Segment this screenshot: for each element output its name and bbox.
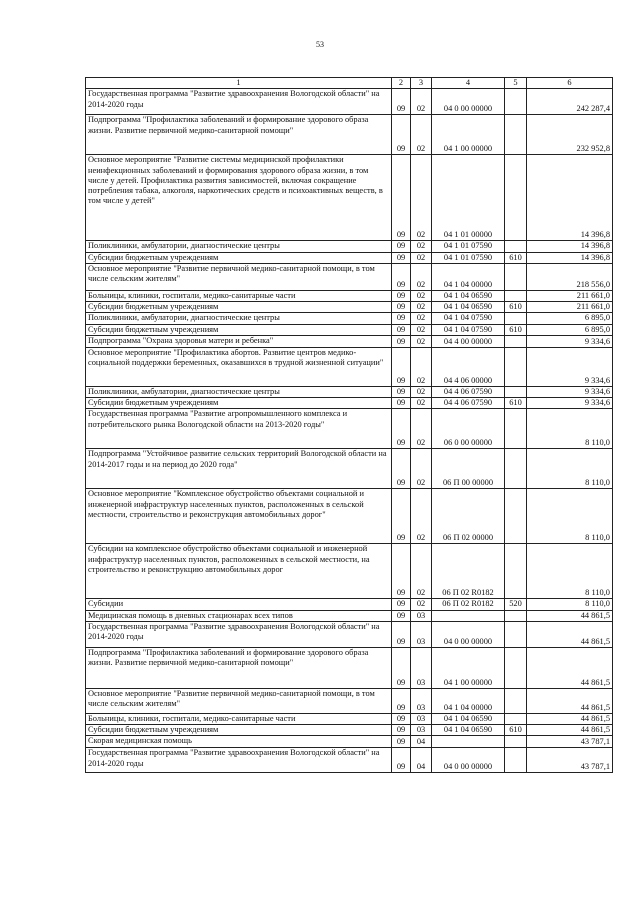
row-subsection-code: 02 bbox=[411, 252, 432, 263]
table-row bbox=[86, 155, 613, 241]
row-description: Скорая медицинская помощь bbox=[86, 736, 392, 748]
row-expense-type-code: 610 bbox=[505, 302, 527, 313]
row-description: Поликлиники, амбулатории, диагностические центры bbox=[86, 241, 392, 252]
row-subsection-code: 03 bbox=[411, 647, 432, 688]
row-subsection-code: 02 bbox=[411, 335, 432, 347]
row-expense-type-code bbox=[505, 544, 527, 599]
row-subsection-code: 02 bbox=[411, 313, 432, 324]
budget-table bbox=[85, 77, 613, 773]
row-description: Основное мероприятие "Профилактика абортов. Развитие центров медико-социальной поддержки беременных, оказавшихся в трудной жизненной ситуации" bbox=[86, 347, 392, 386]
row-expense-type-code bbox=[505, 263, 527, 290]
row-amount: 8 110,0 bbox=[527, 449, 613, 489]
row-description: Субсидии бюджетным учреждениям bbox=[86, 398, 392, 409]
row-description: Основное мероприятие "Развитие первичной медико-санитарной помощи, в том числе сельским жителям" bbox=[86, 688, 392, 713]
row-amount: 218 556,0 bbox=[527, 263, 613, 290]
row-amount: 44 861,5 bbox=[527, 621, 613, 647]
row-expense-type-code bbox=[505, 621, 527, 647]
column-header: 2 bbox=[392, 78, 411, 89]
row-target-article-code: 04 1 04 06590 bbox=[432, 713, 505, 724]
row-target-article-code: 04 4 06 07590 bbox=[432, 386, 505, 397]
row-expense-type-code bbox=[505, 647, 527, 688]
row-description: Подпрограмма "Устойчивое развитие сельских территорий Вологодской области на 2014-2017 годы и на период до 2020 года" bbox=[86, 449, 392, 489]
row-amount: 9 334,6 bbox=[527, 398, 613, 409]
row-description: Поликлиники, амбулатории, диагностические центры bbox=[86, 386, 392, 397]
row-section-code: 09 bbox=[392, 155, 411, 241]
row-subsection-code: 02 bbox=[411, 489, 432, 544]
row-target-article-code: 04 1 04 07590 bbox=[432, 324, 505, 335]
row-section-code: 09 bbox=[392, 449, 411, 489]
row-expense-type-code bbox=[505, 386, 527, 397]
row-amount: 6 895,0 bbox=[527, 313, 613, 324]
row-expense-type-code: 610 bbox=[505, 398, 527, 409]
row-description: Государственная программа "Развитие агропромышленного комплекса и потребительского рынка Вологодской области на 2013-2020 годы" bbox=[86, 409, 392, 449]
table-row bbox=[86, 313, 613, 324]
row-target-article-code: 04 1 04 06590 bbox=[432, 725, 505, 736]
column-header: 3 bbox=[411, 78, 432, 89]
table-row bbox=[86, 89, 613, 115]
row-description: Государственная программа "Развитие здравоохранения Вологодской области" на 2014-2020 годы bbox=[86, 748, 392, 773]
row-amount: 242 287,4 bbox=[527, 89, 613, 115]
row-description: Субсидии bbox=[86, 599, 392, 610]
row-section-code: 09 bbox=[392, 489, 411, 544]
row-description: Субсидии бюджетным учреждениям bbox=[86, 252, 392, 263]
row-description: Субсидии на комплексное обустройство объектами социальной и инженерной инфраструктур населенных пунктов, расположенных в сельской местности, на строительство и реконструкцию автомобильных дорог bbox=[86, 544, 392, 599]
row-amount: 44 861,5 bbox=[527, 610, 613, 621]
row-expense-type-code bbox=[505, 736, 527, 748]
row-amount: 9 334,6 bbox=[527, 335, 613, 347]
row-description: Поликлиники, амбулатории, диагностические центры bbox=[86, 313, 392, 324]
row-amount: 211 661,0 bbox=[527, 290, 613, 301]
row-section-code: 09 bbox=[392, 115, 411, 155]
row-target-article-code: 06 0 00 00000 bbox=[432, 409, 505, 449]
row-section-code: 09 bbox=[392, 409, 411, 449]
row-expense-type-code bbox=[505, 313, 527, 324]
row-target-article-code: 04 4 06 00000 bbox=[432, 347, 505, 386]
row-section-code: 09 bbox=[392, 736, 411, 748]
row-amount: 8 110,0 bbox=[527, 599, 613, 610]
row-expense-type-code bbox=[505, 748, 527, 773]
table-row bbox=[86, 610, 613, 621]
row-target-article-code: 04 0 00 00000 bbox=[432, 621, 505, 647]
row-expense-type-code bbox=[505, 713, 527, 724]
row-subsection-code: 02 bbox=[411, 290, 432, 301]
page-number: 53 bbox=[316, 40, 324, 49]
row-expense-type-code bbox=[505, 449, 527, 489]
table-row bbox=[86, 621, 613, 647]
row-target-article-code: 04 1 04 06590 bbox=[432, 290, 505, 301]
row-target-article-code: 04 0 00 00000 bbox=[432, 89, 505, 115]
row-target-article-code: 04 1 01 00000 bbox=[432, 155, 505, 241]
row-expense-type-code: 520 bbox=[505, 599, 527, 610]
row-expense-type-code bbox=[505, 610, 527, 621]
row-subsection-code: 02 bbox=[411, 347, 432, 386]
row-target-article-code: 06 П 00 00000 bbox=[432, 449, 505, 489]
row-amount: 8 110,0 bbox=[527, 409, 613, 449]
row-amount: 211 661,0 bbox=[527, 302, 613, 313]
row-expense-type-code bbox=[505, 335, 527, 347]
row-target-article-code: 04 1 04 00000 bbox=[432, 263, 505, 290]
row-subsection-code: 04 bbox=[411, 736, 432, 748]
row-subsection-code: 03 bbox=[411, 688, 432, 713]
row-section-code: 09 bbox=[392, 347, 411, 386]
row-expense-type-code bbox=[505, 409, 527, 449]
row-description: Подпрограмма "Профилактика заболеваний и формирование здорового образа жизни. Развитие первичной медико-санитарной помощи" bbox=[86, 115, 392, 155]
row-target-article-code: 04 1 04 07590 bbox=[432, 313, 505, 324]
row-section-code: 09 bbox=[392, 241, 411, 252]
row-description: Основное мероприятие "Развитие системы медицинской профилактики неинфекционных заболеваний и формирования здорового образа жизни, в том числе у детей. Профилактика развития зависимостей, включая сокращение потребления табака, алкоголя, наркотических средств и психоактивных веществ, в том числе у детей" bbox=[86, 155, 392, 241]
row-subsection-code: 03 bbox=[411, 621, 432, 647]
row-section-code: 09 bbox=[392, 544, 411, 599]
column-header: 4 bbox=[432, 78, 505, 89]
row-description: Подпрограмма "Охрана здоровья матери и ребенка" bbox=[86, 335, 392, 347]
table-row bbox=[86, 398, 613, 409]
row-subsection-code: 02 bbox=[411, 398, 432, 409]
row-amount: 44 861,5 bbox=[527, 688, 613, 713]
table-row bbox=[86, 347, 613, 386]
row-description: Медицинская помощь в дневных стационарах всех типов bbox=[86, 610, 392, 621]
row-subsection-code: 02 bbox=[411, 155, 432, 241]
row-section-code: 09 bbox=[392, 610, 411, 621]
row-description: Больницы, клиники, госпитали, медико-санитарные части bbox=[86, 290, 392, 301]
row-subsection-code: 03 bbox=[411, 713, 432, 724]
row-section-code: 09 bbox=[392, 647, 411, 688]
table-row bbox=[86, 748, 613, 773]
row-target-article-code bbox=[432, 610, 505, 621]
row-expense-type-code bbox=[505, 688, 527, 713]
table-row bbox=[86, 725, 613, 736]
table-header-row bbox=[86, 78, 613, 89]
table-row bbox=[86, 252, 613, 263]
row-description: Субсидии бюджетным учреждениям bbox=[86, 725, 392, 736]
table-row bbox=[86, 449, 613, 489]
column-header: 5 bbox=[505, 78, 527, 89]
row-amount: 232 952,8 bbox=[527, 115, 613, 155]
row-amount: 14 396,8 bbox=[527, 252, 613, 263]
row-subsection-code: 03 bbox=[411, 610, 432, 621]
row-amount: 8 110,0 bbox=[527, 544, 613, 599]
table-row bbox=[86, 115, 613, 155]
row-amount: 43 787,1 bbox=[527, 748, 613, 773]
row-expense-type-code bbox=[505, 89, 527, 115]
row-subsection-code: 02 bbox=[411, 89, 432, 115]
table-row bbox=[86, 241, 613, 252]
row-target-article-code: 04 1 00 00000 bbox=[432, 647, 505, 688]
table-row bbox=[86, 335, 613, 347]
row-description: Субсидии бюджетным учреждениям bbox=[86, 302, 392, 313]
row-section-code: 09 bbox=[392, 263, 411, 290]
row-amount: 44 861,5 bbox=[527, 713, 613, 724]
row-subsection-code: 02 bbox=[411, 324, 432, 335]
row-amount: 9 334,6 bbox=[527, 386, 613, 397]
row-expense-type-code: 610 bbox=[505, 324, 527, 335]
column-header: 6 bbox=[527, 78, 613, 89]
row-description: Основное мероприятие "Комплексное обустройство объектами социальной и инженерной инфраструктур населенных пунктов, расположенных в сельской местности, строительство и реконструкция автомобильных дорог" bbox=[86, 489, 392, 544]
table-row bbox=[86, 647, 613, 688]
row-section-code: 09 bbox=[392, 335, 411, 347]
row-amount: 43 787,1 bbox=[527, 736, 613, 748]
table-row bbox=[86, 544, 613, 599]
row-amount: 8 110,0 bbox=[527, 489, 613, 544]
row-section-code: 09 bbox=[392, 748, 411, 773]
table-row bbox=[86, 688, 613, 713]
row-amount: 44 861,5 bbox=[527, 725, 613, 736]
row-amount: 44 861,5 bbox=[527, 647, 613, 688]
row-section-code: 09 bbox=[392, 713, 411, 724]
row-description: Подпрограмма "Профилактика заболеваний и формирование здорового образа жизни. Развитие первичной медико-санитарной помощи" bbox=[86, 647, 392, 688]
table-row bbox=[86, 263, 613, 290]
row-target-article-code: 06 П 02 00000 bbox=[432, 489, 505, 544]
row-expense-type-code bbox=[505, 290, 527, 301]
row-amount: 9 334,6 bbox=[527, 347, 613, 386]
row-target-article-code: 04 4 00 00000 bbox=[432, 335, 505, 347]
row-section-code: 09 bbox=[392, 621, 411, 647]
row-expense-type-code: 610 bbox=[505, 252, 527, 263]
row-target-article-code: 04 1 04 06590 bbox=[432, 302, 505, 313]
row-target-article-code: 04 4 06 07590 bbox=[432, 398, 505, 409]
row-description: Государственная программа "Развитие здравоохранения Вологодской области" на 2014-2020 годы bbox=[86, 621, 392, 647]
row-subsection-code: 04 bbox=[411, 748, 432, 773]
row-amount: 14 396,8 bbox=[527, 155, 613, 241]
row-section-code: 09 bbox=[392, 725, 411, 736]
row-subsection-code: 02 bbox=[411, 599, 432, 610]
row-section-code: 09 bbox=[392, 386, 411, 397]
row-section-code: 09 bbox=[392, 302, 411, 313]
row-section-code: 09 bbox=[392, 398, 411, 409]
row-subsection-code: 02 bbox=[411, 263, 432, 290]
row-target-article-code: 04 1 01 07590 bbox=[432, 252, 505, 263]
row-section-code: 09 bbox=[392, 324, 411, 335]
row-subsection-code: 02 bbox=[411, 302, 432, 313]
row-section-code: 09 bbox=[392, 252, 411, 263]
row-subsection-code: 02 bbox=[411, 544, 432, 599]
row-amount: 14 396,8 bbox=[527, 241, 613, 252]
table-row bbox=[86, 324, 613, 335]
row-amount: 6 895,0 bbox=[527, 324, 613, 335]
row-section-code: 09 bbox=[392, 313, 411, 324]
row-expense-type-code bbox=[505, 241, 527, 252]
row-expense-type-code bbox=[505, 347, 527, 386]
row-description: Основное мероприятие "Развитие первичной медико-санитарной помощи, в том числе сельским жителям" bbox=[86, 263, 392, 290]
row-target-article-code: 04 0 00 00000 bbox=[432, 748, 505, 773]
row-subsection-code: 02 bbox=[411, 115, 432, 155]
row-expense-type-code: 610 bbox=[505, 725, 527, 736]
row-target-article-code: 06 П 02 R0182 bbox=[432, 544, 505, 599]
row-subsection-code: 02 bbox=[411, 386, 432, 397]
row-section-code: 09 bbox=[392, 290, 411, 301]
row-description: Субсидии бюджетным учреждениям bbox=[86, 324, 392, 335]
row-expense-type-code bbox=[505, 489, 527, 544]
row-description: Больницы, клиники, госпитали, медико-санитарные части bbox=[86, 713, 392, 724]
table-row bbox=[86, 386, 613, 397]
row-target-article-code: 06 П 02 R0182 bbox=[432, 599, 505, 610]
table-row bbox=[86, 290, 613, 301]
row-subsection-code: 02 bbox=[411, 409, 432, 449]
row-target-article-code: 04 1 04 00000 bbox=[432, 688, 505, 713]
table-row bbox=[86, 409, 613, 449]
row-target-article-code: 04 1 00 00000 bbox=[432, 115, 505, 155]
row-target-article-code bbox=[432, 736, 505, 748]
table-row bbox=[86, 736, 613, 748]
table-row bbox=[86, 489, 613, 544]
row-subsection-code: 02 bbox=[411, 449, 432, 489]
row-description: Государственная программа "Развитие здравоохранения Вологодской области" на 2014-2020 годы bbox=[86, 89, 392, 115]
row-subsection-code: 02 bbox=[411, 241, 432, 252]
row-expense-type-code bbox=[505, 155, 527, 241]
table-row bbox=[86, 302, 613, 313]
row-section-code: 09 bbox=[392, 89, 411, 115]
row-expense-type-code bbox=[505, 115, 527, 155]
row-section-code: 09 bbox=[392, 688, 411, 713]
row-section-code: 09 bbox=[392, 599, 411, 610]
table-row bbox=[86, 599, 613, 610]
table-row bbox=[86, 713, 613, 724]
column-header: 1 bbox=[86, 78, 392, 89]
row-target-article-code: 04 1 01 07590 bbox=[432, 241, 505, 252]
row-subsection-code: 03 bbox=[411, 725, 432, 736]
